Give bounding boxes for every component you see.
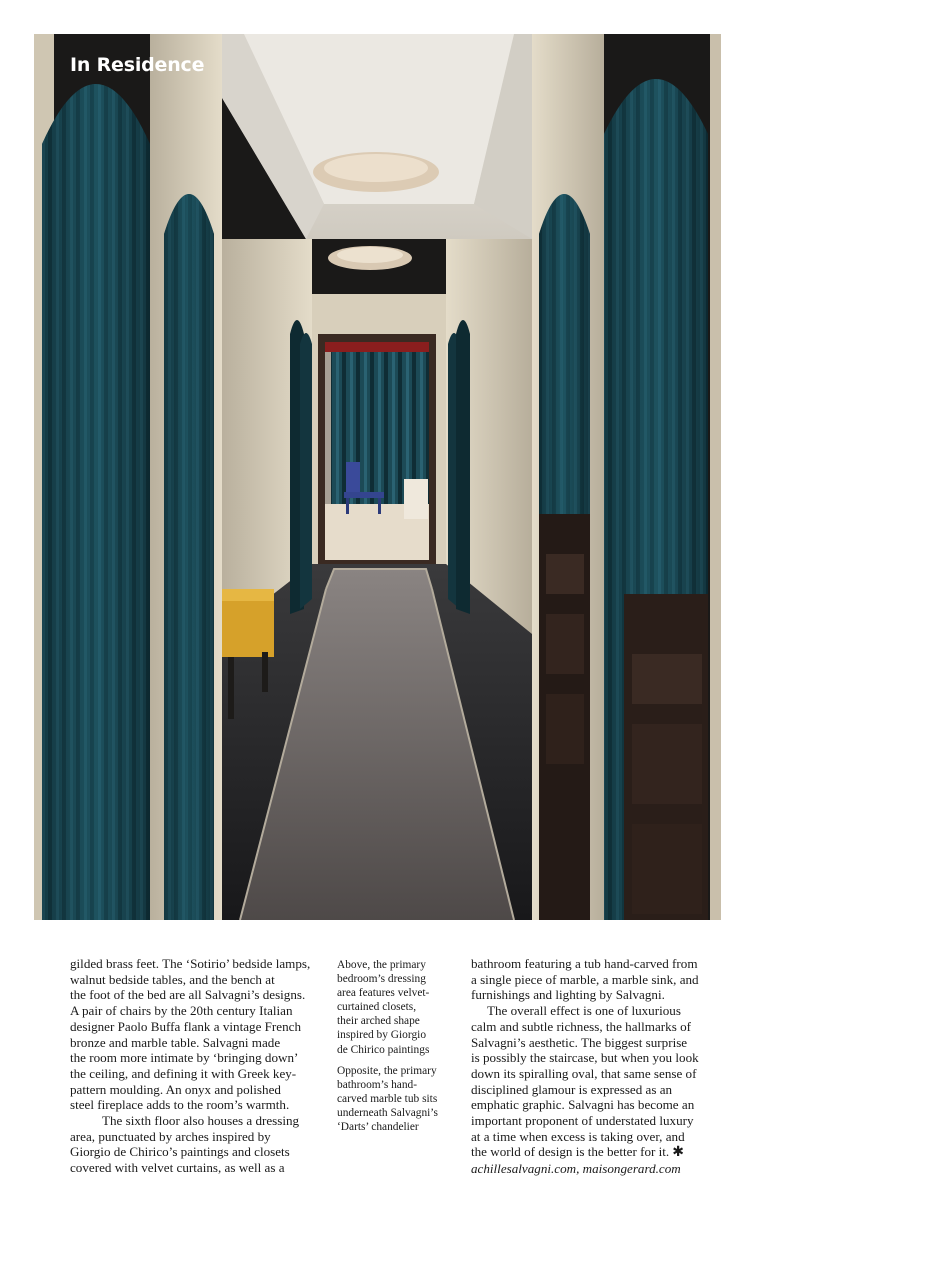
text-line: at a time when excess is taking over, and <box>471 1128 685 1144</box>
text-line: The sixth floor also houses a dressing <box>102 1113 300 1129</box>
text-line: is possibly the staircase, but when you look <box>471 1050 699 1066</box>
caption-line: their arched shape <box>337 1015 420 1028</box>
caption-line: carved marble tub sits <box>337 1092 438 1105</box>
text-line <box>471 1144 717 1161</box>
caption-opposite <box>337 1064 455 1134</box>
text-line: down its spiralling oval, that same sense of <box>471 1065 697 1081</box>
text-line: Salvagni’s aesthetic. The biggest surprise <box>471 1034 688 1050</box>
text-line: furnishings and lighting by Salvagni. <box>471 987 665 1003</box>
text-line: the ceiling, and defining it with Greek key- <box>70 1065 297 1081</box>
section-label: In Residence <box>70 54 205 76</box>
caption-line: curtained closets, <box>337 1001 417 1014</box>
caption-line: Above, the primary <box>337 959 426 971</box>
body-paragraph <box>471 956 717 1003</box>
text-line: important proponent of understated luxury <box>471 1113 694 1129</box>
caption-line: bedroom’s dressing <box>337 973 426 986</box>
text-line: the room more intimate by ‘bringing down’ <box>70 1050 299 1066</box>
text-line: A pair of chairs by the 20th century Italian <box>70 1003 293 1019</box>
body-paragraph <box>70 956 320 1113</box>
body-paragraph <box>70 1113 320 1176</box>
text-line: walnut bedside tables, and the bench at <box>70 971 275 987</box>
caption-line: de Chirico paintings <box>337 1043 430 1056</box>
body-column-left <box>70 956 320 1176</box>
caption-line: Opposite, the primary <box>337 1064 437 1077</box>
text-line: gilded brass feet. The ‘Sotirio’ bedside lamps, <box>70 956 311 971</box>
text-line: the foot of the bed are all Salvagni’s designs. <box>70 987 306 1003</box>
text-line: pattern moulding. An onyx and polished <box>70 1081 281 1097</box>
caption-line: ‘Darts’ chandelier <box>337 1121 419 1134</box>
text-line: covered with velvet curtains, as well as a <box>70 1160 285 1176</box>
text-line: disciplined glamour is expressed as an <box>471 1081 673 1097</box>
text-line: emphatic graphic. Salvagni has become an <box>471 1097 695 1113</box>
text-line: a single piece of marble, a marble sink, and <box>471 971 699 987</box>
text-line: area, punctuated by arches inspired by <box>70 1128 271 1144</box>
caption-line: inspired by Giorgio <box>337 1029 427 1042</box>
text-line: calm and subtle richness, the hallmarks of <box>471 1018 691 1034</box>
text-line: bronze and marble table. Salvagni made <box>70 1034 281 1050</box>
caption-above <box>337 958 455 1057</box>
caption-line: bathroom’s hand- <box>337 1078 418 1091</box>
final-text: the world of design is the better for it. <box>471 1144 670 1160</box>
text-line: Giorgio de Chirico’s paintings and closets <box>70 1144 290 1160</box>
text-line: The overall effect is one of luxurious <box>487 1003 681 1019</box>
photo-captions <box>337 958 455 1134</box>
text-line: steel fireplace adds to the room’s warmth. <box>70 1097 290 1113</box>
caption-line: area features velvet- <box>337 987 430 1000</box>
text-line: bathroom featuring a tub hand-carved from <box>471 956 698 971</box>
caption-line: underneath Salvagni’s <box>337 1106 438 1119</box>
credit-links: achillesalvagni.com, maisongerard.com <box>471 1161 681 1177</box>
hallway-illustration <box>34 34 721 920</box>
body-paragraph <box>471 1003 717 1177</box>
text-line: designer Paolo Buffa flank a vintage French <box>70 1018 302 1034</box>
end-mark-icon: ✱ <box>672 1144 684 1161</box>
hallway-photo <box>34 34 721 920</box>
body-column-right <box>471 956 717 1177</box>
